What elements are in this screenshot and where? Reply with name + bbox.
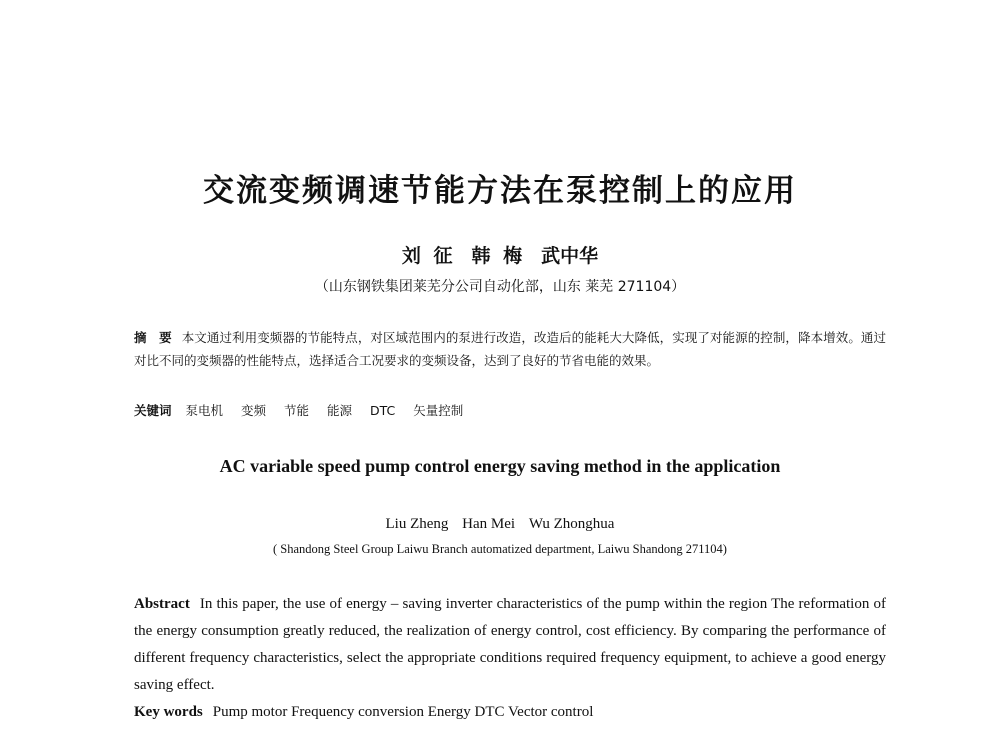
chinese-keywords-label: 关键词 — [134, 403, 172, 418]
english-abstract-label: Abstract — [134, 596, 190, 612]
english-abstract — [134, 591, 886, 699]
english-authors — [0, 516, 1000, 533]
chinese-keyword: DTC — [370, 403, 396, 418]
english-author: Liu Zheng — [385, 516, 449, 532]
english-author: Han Mei — [462, 516, 516, 532]
english-title: AC variable speed pump control energy saving method in the application — [219, 456, 781, 476]
english-author: Wu Zhonghua — [528, 516, 615, 532]
english-keywords-text: Pump motor Frequency conversion Energy DTC Vector control — [212, 704, 594, 720]
chinese-keyword: 泵电机 — [185, 403, 224, 418]
chinese-abstract-text: 本文通过利用变频器的节能特点，对区域范围内的泵进行改造，改造后的能耗大大降低，实现了对能源的控制，降本增效。通过对比不同的变频器的性能特点，选择适合工况要求的变频设备，达到了良好的节省电能的效果。 — [134, 330, 886, 368]
chinese-keyword: 矢量控制 — [413, 403, 464, 418]
chinese-keyword: 变频 — [241, 403, 267, 418]
english-abstract-text: In this paper, the use of energy – saving inverter characteristics of the pump within the region The reformation of the energy consumption greatly reduced, the realization of energy control, cost efficiency. By comparing the performance of different frequency characteristics, select the appropriate conditions required frequency equipment, to achieve a good energy saving effect. — [134, 596, 886, 693]
english-keywords-label: Key words — [134, 704, 203, 720]
chinese-keyword: 能源 — [327, 403, 353, 418]
chinese-affiliation: （山东钢铁集团莱芜分公司自动化部，山东 莱芜 271104） — [314, 279, 686, 295]
chinese-authors: 刘 征 韩 梅 武中华 — [401, 245, 599, 267]
chinese-abstract-label: 摘 要 — [134, 330, 172, 345]
chinese-abstract — [134, 326, 886, 372]
chinese-title: 交流变频调速节能方法在泵控制上的应用 — [203, 173, 797, 209]
english-affiliation: ( Shandong Steel Group Laiwu Branch automatized department, Laiwu Shandong 271104) — [273, 542, 727, 556]
english-keywords — [134, 701, 886, 723]
chinese-keywords — [134, 402, 886, 420]
chinese-keyword: 节能 — [284, 403, 310, 418]
